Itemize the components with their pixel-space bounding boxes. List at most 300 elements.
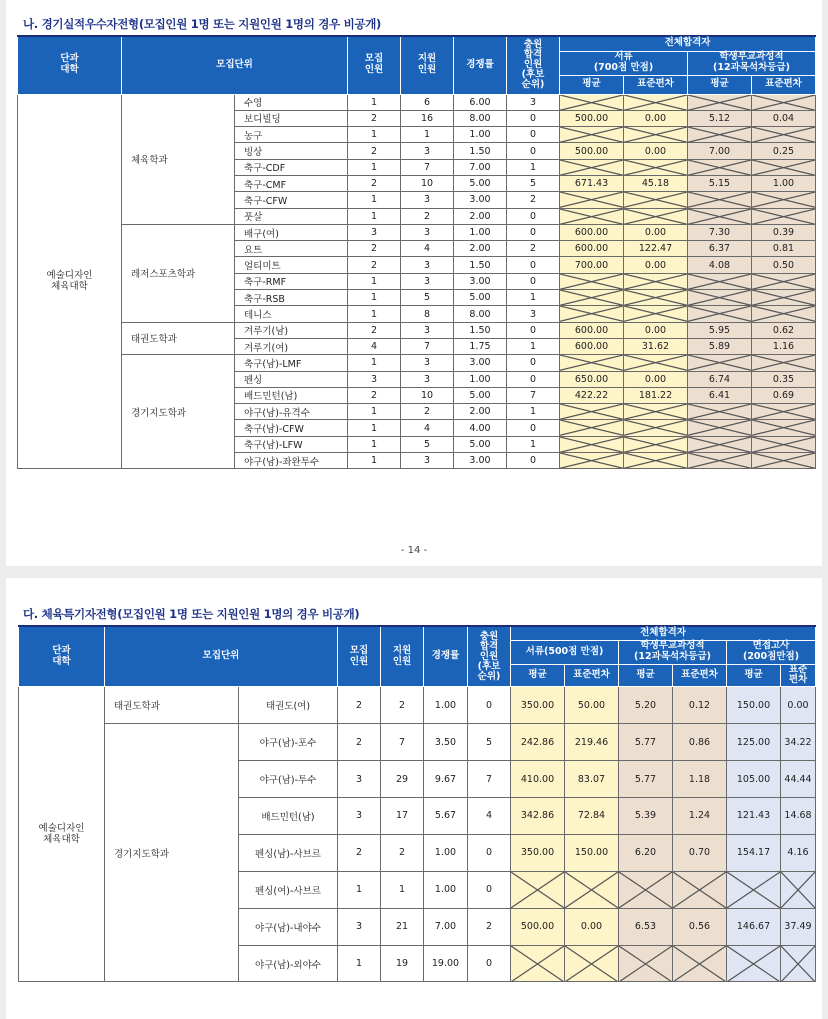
doc-sd-cell: 72.84 xyxy=(565,798,619,835)
department-cell: 태권도학과 xyxy=(105,687,239,724)
quota-cell: 3 xyxy=(348,224,401,240)
undisclosed-cell xyxy=(624,404,688,420)
applicants-cell: 3 xyxy=(401,257,454,273)
undisclosed-cell xyxy=(624,192,688,208)
department-cell: 레저스포츠학과 xyxy=(122,224,235,322)
int-sd-cell: 4.16 xyxy=(781,834,816,871)
ratio-cell: 5.00 xyxy=(454,387,507,403)
undisclosed-cross-mark xyxy=(688,437,751,452)
ratio-cell: 2.00 xyxy=(454,404,507,420)
waitlist-cell: 1 xyxy=(507,436,560,452)
quota-cell: 1 xyxy=(348,159,401,175)
int-sd-cell: 44.44 xyxy=(781,761,816,798)
grade-sd-cell: 0.86 xyxy=(673,724,727,761)
waitlist-cell: 0 xyxy=(468,945,511,982)
quota-cell: 3 xyxy=(338,798,381,835)
undisclosed-cell xyxy=(688,208,752,224)
waitlist-cell: 0 xyxy=(507,420,560,436)
grade-avg-cell: 6.53 xyxy=(619,908,673,945)
undisclosed-cross-mark xyxy=(624,306,687,321)
undisclosed-cross-mark xyxy=(624,290,687,305)
doc-sd-cell: 31.62 xyxy=(624,338,688,354)
undisclosed-cross-mark xyxy=(560,355,623,370)
grade-sd-cell: 0.81 xyxy=(752,241,816,257)
grade-avg-cell: 5.95 xyxy=(688,322,752,338)
doc-avg-cell: 700.00 xyxy=(560,257,624,273)
unit-cell: 축구(남)-LFW xyxy=(235,436,348,452)
header-doc-avg: 평균 xyxy=(560,75,624,94)
ratio-cell: 1.50 xyxy=(454,143,507,159)
grade-avg-cell: 5.89 xyxy=(688,338,752,354)
quota-cell: 1 xyxy=(348,436,401,452)
undisclosed-cross-mark xyxy=(560,420,623,435)
undisclosed-cross-mark xyxy=(560,192,623,207)
waitlist-cell: 5 xyxy=(507,175,560,191)
undisclosed-cell xyxy=(624,127,688,143)
int-sd-cell: 37.49 xyxy=(781,908,816,945)
waitlist-cell: 2 xyxy=(507,241,560,257)
int-sd-cell: 34.22 xyxy=(781,724,816,761)
ratio-cell: 1.50 xyxy=(454,322,507,338)
undisclosed-cell xyxy=(752,159,816,175)
applicants-cell: 17 xyxy=(381,798,424,835)
department-cell: 경기지도학과 xyxy=(122,355,235,469)
ratio-cell: 1.00 xyxy=(454,371,507,387)
ratio-cell: 1.00 xyxy=(424,871,468,908)
waitlist-cell: 0 xyxy=(507,273,560,289)
unit-cell: 축구-RSB xyxy=(235,290,348,306)
ratio-cell: 8.00 xyxy=(454,110,507,126)
undisclosed-cell xyxy=(752,208,816,224)
doc-sd-cell: 83.07 xyxy=(565,761,619,798)
undisclosed-cross-mark xyxy=(624,192,687,207)
unit-cell: 농구 xyxy=(235,127,348,143)
unit-cell: 야구(남)-내야수 xyxy=(239,908,338,945)
undisclosed-cross-mark xyxy=(619,946,672,982)
undisclosed-cell xyxy=(752,355,816,371)
unit-cell: 야구(남)-투수 xyxy=(239,761,338,798)
ratio-cell: 2.00 xyxy=(454,241,507,257)
undisclosed-cross-mark xyxy=(752,355,815,370)
unit-cell: 축구-CMF xyxy=(235,175,348,191)
ratio-cell: 1.50 xyxy=(454,257,507,273)
unit-cell: 얼티미트 xyxy=(235,257,348,273)
ratio-cell: 5.00 xyxy=(454,290,507,306)
grade-avg-cell: 5.77 xyxy=(619,724,673,761)
undisclosed-cross-mark xyxy=(752,127,815,142)
applicants-cell: 7 xyxy=(401,159,454,175)
unit-cell: 축구-RMF xyxy=(235,273,348,289)
undisclosed-cross-mark xyxy=(624,209,687,224)
table-row xyxy=(18,224,816,240)
table-body xyxy=(18,94,816,469)
undisclosed-cell xyxy=(560,159,624,175)
doc-avg-cell: 242.86 xyxy=(511,724,565,761)
waitlist-cell: 0 xyxy=(507,110,560,126)
quota-cell: 1 xyxy=(348,273,401,289)
header-all-pass: 전체합격자 xyxy=(511,626,816,640)
section-title-sports-admission: 다. 체육특기자전형(모집인원 1명 또는 지원인원 1명의 경우 비공개) xyxy=(23,607,360,621)
unit-cell: 야구(남)-포수 xyxy=(239,724,338,761)
grade-sd-cell: 0.69 xyxy=(752,387,816,403)
table-header xyxy=(19,626,816,687)
doc-sd-cell: 0.00 xyxy=(624,257,688,273)
applicants-cell: 29 xyxy=(381,761,424,798)
undisclosed-cell xyxy=(565,871,619,908)
waitlist-cell: 0 xyxy=(507,127,560,143)
undisclosed-cell xyxy=(781,945,816,982)
undisclosed-cross-mark xyxy=(752,306,815,321)
doc-sd-cell: 150.00 xyxy=(565,834,619,871)
table-row xyxy=(18,94,816,110)
undisclosed-cell xyxy=(688,436,752,452)
undisclosed-cell xyxy=(560,436,624,452)
applicants-cell: 2 xyxy=(401,404,454,420)
grade-sd-cell: 0.50 xyxy=(752,257,816,273)
undisclosed-cross-mark xyxy=(752,453,815,468)
undisclosed-cross-mark xyxy=(688,420,751,435)
department-cell: 체육학과 xyxy=(122,94,235,224)
applicants-cell: 3 xyxy=(401,143,454,159)
undisclosed-cell xyxy=(688,420,752,436)
section-title-performance-admission: 나. 경기실적우수자전형(모집인원 1명 또는 지원인원 1명의 경우 비공개) xyxy=(23,17,381,31)
header-applicants: 지원 인원 xyxy=(401,36,454,94)
unit-cell: 축구-CFW xyxy=(235,192,348,208)
department-cell: 경기지도학과 xyxy=(105,724,239,982)
unit-cell: 야구(남)-외야수 xyxy=(239,945,338,982)
grade-avg-cell: 5.15 xyxy=(688,175,752,191)
ratio-cell: 5.67 xyxy=(424,798,468,835)
quota-cell: 3 xyxy=(348,371,401,387)
header-ratio: 경쟁률 xyxy=(454,36,507,94)
undisclosed-cell xyxy=(727,871,781,908)
table-body xyxy=(19,687,816,982)
waitlist-cell: 7 xyxy=(507,387,560,403)
undisclosed-cross-mark xyxy=(560,95,623,110)
ratio-cell: 3.00 xyxy=(454,192,507,208)
quota-cell: 1 xyxy=(348,127,401,143)
doc-avg-cell: 342.86 xyxy=(511,798,565,835)
doc-avg-cell: 410.00 xyxy=(511,761,565,798)
doc-avg-cell: 500.00 xyxy=(560,143,624,159)
unit-cell: 테니스 xyxy=(235,306,348,322)
undisclosed-cross-mark xyxy=(624,404,687,419)
doc-sd-cell: 0.00 xyxy=(624,224,688,240)
grade-avg-cell: 6.37 xyxy=(688,241,752,257)
doc-avg-cell: 350.00 xyxy=(511,687,565,724)
undisclosed-cell xyxy=(752,436,816,452)
int-sd-cell: 14.68 xyxy=(781,798,816,835)
undisclosed-cell xyxy=(688,127,752,143)
unit-cell: 축구(남)-CFW xyxy=(235,420,348,436)
undisclosed-cross-mark xyxy=(560,160,623,175)
unit-cell: 겨루기(여) xyxy=(235,338,348,354)
waitlist-cell: 3 xyxy=(507,306,560,322)
undisclosed-cross-mark xyxy=(752,437,815,452)
int-avg-cell: 105.00 xyxy=(727,761,781,798)
undisclosed-cross-mark xyxy=(688,192,751,207)
applicants-cell: 3 xyxy=(401,273,454,289)
grade-sd-cell: 0.35 xyxy=(752,371,816,387)
document-page-14 xyxy=(6,0,822,566)
undisclosed-cross-mark xyxy=(560,453,623,468)
undisclosed-cell xyxy=(781,871,816,908)
waitlist-cell: 5 xyxy=(468,724,511,761)
applicants-cell: 3 xyxy=(401,322,454,338)
undisclosed-cross-mark xyxy=(511,872,564,908)
quota-cell: 1 xyxy=(348,355,401,371)
waitlist-cell: 0 xyxy=(507,143,560,159)
sports-admission-table xyxy=(18,625,816,982)
header-all-pass: 전체합격자 xyxy=(560,36,816,51)
undisclosed-cell xyxy=(560,355,624,371)
waitlist-cell: 3 xyxy=(507,94,560,110)
undisclosed-cell xyxy=(624,208,688,224)
ratio-cell: 3.00 xyxy=(454,273,507,289)
quota-cell: 1 xyxy=(348,453,401,469)
quota-cell: 2 xyxy=(348,241,401,257)
waitlist-cell: 2 xyxy=(468,908,511,945)
waitlist-cell: 0 xyxy=(468,687,511,724)
undisclosed-cross-mark xyxy=(781,872,815,908)
ratio-cell: 5.00 xyxy=(454,436,507,452)
undisclosed-cell xyxy=(619,945,673,982)
applicants-cell: 19 xyxy=(381,945,424,982)
undisclosed-cross-mark xyxy=(560,274,623,289)
undisclosed-cross-mark xyxy=(688,355,751,370)
table-row xyxy=(19,724,816,761)
applicants-cell: 2 xyxy=(381,687,424,724)
grade-sd-cell: 0.25 xyxy=(752,143,816,159)
quota-cell: 2 xyxy=(348,257,401,273)
unit-cell: 야구(남)-유격수 xyxy=(235,404,348,420)
doc-sd-cell: 122.47 xyxy=(624,241,688,257)
undisclosed-cell xyxy=(624,290,688,306)
doc-avg-cell: 600.00 xyxy=(560,224,624,240)
undisclosed-cross-mark xyxy=(624,160,687,175)
grade-avg-cell: 6.74 xyxy=(688,371,752,387)
undisclosed-cell xyxy=(624,420,688,436)
unit-cell: 빙상 xyxy=(235,143,348,159)
header-docs: 서류(500점 만점) xyxy=(511,640,619,664)
ratio-cell: 8.00 xyxy=(454,306,507,322)
quota-cell: 2 xyxy=(338,834,381,871)
waitlist-cell: 0 xyxy=(468,871,511,908)
undisclosed-cell xyxy=(752,420,816,436)
undisclosed-cell xyxy=(752,127,816,143)
int-avg-cell: 150.00 xyxy=(727,687,781,724)
ratio-cell: 19.00 xyxy=(424,945,468,982)
document-page-15 xyxy=(6,578,822,1019)
table-row xyxy=(19,687,816,724)
unit-cell: 겨루기(남) xyxy=(235,322,348,338)
int-avg-cell: 154.17 xyxy=(727,834,781,871)
undisclosed-cross-mark xyxy=(688,95,751,110)
ratio-cell: 1.75 xyxy=(454,338,507,354)
undisclosed-cell xyxy=(511,945,565,982)
waitlist-cell: 1 xyxy=(507,338,560,354)
quota-cell: 4 xyxy=(348,338,401,354)
header-unit: 모집단위 xyxy=(122,36,348,94)
grade-sd-cell: 1.00 xyxy=(752,175,816,191)
unit-cell: 수영 xyxy=(235,94,348,110)
applicants-cell: 16 xyxy=(401,110,454,126)
undisclosed-cell xyxy=(560,420,624,436)
header-applicants: 지원 인원 xyxy=(381,626,424,687)
undisclosed-cross-mark xyxy=(565,872,618,908)
ratio-cell: 1.00 xyxy=(454,127,507,143)
header-quota: 모집 인원 xyxy=(338,626,381,687)
doc-sd-cell: 0.00 xyxy=(565,908,619,945)
undisclosed-cross-mark xyxy=(511,946,564,982)
undisclosed-cross-mark xyxy=(752,209,815,224)
unit-cell: 요트 xyxy=(235,241,348,257)
unit-cell: 배구(여) xyxy=(235,224,348,240)
undisclosed-cross-mark xyxy=(560,437,623,452)
undisclosed-cross-mark xyxy=(624,437,687,452)
undisclosed-cell xyxy=(752,192,816,208)
applicants-cell: 3 xyxy=(401,371,454,387)
undisclosed-cross-mark xyxy=(752,95,815,110)
grade-avg-cell: 4.08 xyxy=(688,257,752,273)
grade-avg-cell: 5.12 xyxy=(688,110,752,126)
doc-sd-cell: 0.00 xyxy=(624,110,688,126)
applicants-cell: 5 xyxy=(401,436,454,452)
header-quota: 모집 인원 xyxy=(348,36,401,94)
unit-cell: 보디빌딩 xyxy=(235,110,348,126)
doc-sd-cell: 50.00 xyxy=(565,687,619,724)
waitlist-cell: 0 xyxy=(507,453,560,469)
ratio-cell: 2.00 xyxy=(454,208,507,224)
int-avg-cell: 146.67 xyxy=(727,908,781,945)
header-interview: 면접고사 (200점만점) xyxy=(727,640,816,664)
table-header xyxy=(18,36,816,94)
undisclosed-cross-mark xyxy=(560,209,623,224)
undisclosed-cell xyxy=(624,436,688,452)
undisclosed-cross-mark xyxy=(688,404,751,419)
undisclosed-cell xyxy=(727,945,781,982)
undisclosed-cell xyxy=(624,94,688,110)
undisclosed-cross-mark xyxy=(688,127,751,142)
ratio-cell: 4.00 xyxy=(454,420,507,436)
undisclosed-cell xyxy=(688,159,752,175)
header-waitlist: 충원 합격 인원 (후보 순위) xyxy=(507,36,560,94)
ratio-cell: 5.00 xyxy=(454,175,507,191)
grade-sd-cell: 0.56 xyxy=(673,908,727,945)
header-grade-avg: 평균 xyxy=(688,75,752,94)
header-grade-avg: 평균 xyxy=(619,664,673,687)
doc-avg-cell: 500.00 xyxy=(560,110,624,126)
undisclosed-cross-mark xyxy=(752,160,815,175)
header-grade-sd: 표준편차 xyxy=(752,75,816,94)
undisclosed-cell xyxy=(688,355,752,371)
ratio-cell: 7.00 xyxy=(454,159,507,175)
waitlist-cell: 0 xyxy=(507,208,560,224)
undisclosed-cross-mark xyxy=(560,290,623,305)
undisclosed-cross-mark xyxy=(688,274,751,289)
undisclosed-cell xyxy=(688,192,752,208)
waitlist-cell: 0 xyxy=(507,257,560,273)
ratio-cell: 9.67 xyxy=(424,761,468,798)
quota-cell: 1 xyxy=(348,192,401,208)
unit-cell: 풋살 xyxy=(235,208,348,224)
undisclosed-cell xyxy=(752,290,816,306)
undisclosed-cross-mark xyxy=(688,209,751,224)
waitlist-cell: 4 xyxy=(468,798,511,835)
waitlist-cell: 0 xyxy=(507,224,560,240)
undisclosed-cross-mark xyxy=(560,306,623,321)
quota-cell: 2 xyxy=(348,110,401,126)
college-cell: 예술디자인 체육대학 xyxy=(19,687,105,982)
doc-sd-cell: 0.00 xyxy=(624,143,688,159)
waitlist-cell: 2 xyxy=(507,192,560,208)
undisclosed-cross-mark xyxy=(560,404,623,419)
doc-sd-cell: 219.46 xyxy=(565,724,619,761)
table-row xyxy=(18,322,816,338)
ratio-cell: 3.00 xyxy=(454,355,507,371)
doc-avg-cell: 422.22 xyxy=(560,387,624,403)
ratio-cell: 1.00 xyxy=(424,687,468,724)
unit-cell: 펜싱 xyxy=(235,371,348,387)
doc-sd-cell: 0.00 xyxy=(624,371,688,387)
grade-avg-cell: 5.20 xyxy=(619,687,673,724)
unit-cell: 축구-CDF xyxy=(235,159,348,175)
doc-avg-cell: 650.00 xyxy=(560,371,624,387)
header-waitlist: 충원 합격 인원 (후보 순위) xyxy=(468,626,511,687)
int-avg-cell: 121.43 xyxy=(727,798,781,835)
doc-avg-cell: 500.00 xyxy=(511,908,565,945)
undisclosed-cell xyxy=(752,94,816,110)
ratio-cell: 3.00 xyxy=(454,453,507,469)
undisclosed-cell xyxy=(688,404,752,420)
applicants-cell: 1 xyxy=(401,127,454,143)
header-doc-sd: 표준편차 xyxy=(624,75,688,94)
applicants-cell: 10 xyxy=(401,175,454,191)
applicants-cell: 1 xyxy=(381,871,424,908)
quota-cell: 1 xyxy=(338,945,381,982)
undisclosed-cell xyxy=(752,453,816,469)
header-interview-avg: 평균 xyxy=(727,664,781,687)
unit-cell: 배드민턴(남) xyxy=(239,798,338,835)
undisclosed-cross-mark xyxy=(560,127,623,142)
grade-avg-cell: 7.30 xyxy=(688,224,752,240)
undisclosed-cross-mark xyxy=(688,306,751,321)
unit-cell: 태권도(여) xyxy=(239,687,338,724)
applicants-cell: 3 xyxy=(401,355,454,371)
undisclosed-cross-mark xyxy=(727,946,780,982)
applicants-cell: 8 xyxy=(401,306,454,322)
undisclosed-cell xyxy=(624,355,688,371)
undisclosed-cross-mark xyxy=(727,872,780,908)
waitlist-cell: 0 xyxy=(507,371,560,387)
undisclosed-cross-mark xyxy=(673,946,726,982)
doc-sd-cell: 0.00 xyxy=(624,322,688,338)
grade-sd-cell: 0.04 xyxy=(752,110,816,126)
undisclosed-cell xyxy=(619,871,673,908)
grade-avg-cell: 7.00 xyxy=(688,143,752,159)
waitlist-cell: 0 xyxy=(468,834,511,871)
undisclosed-cell xyxy=(673,945,727,982)
undisclosed-cell xyxy=(624,159,688,175)
grade-sd-cell: 1.24 xyxy=(673,798,727,835)
header-grade-sd: 표준편차 xyxy=(673,664,727,687)
undisclosed-cross-mark xyxy=(752,290,815,305)
waitlist-cell: 1 xyxy=(507,159,560,175)
doc-avg-cell: 671.43 xyxy=(560,175,624,191)
undisclosed-cell xyxy=(688,453,752,469)
table-row xyxy=(18,355,816,371)
quota-cell: 1 xyxy=(348,208,401,224)
